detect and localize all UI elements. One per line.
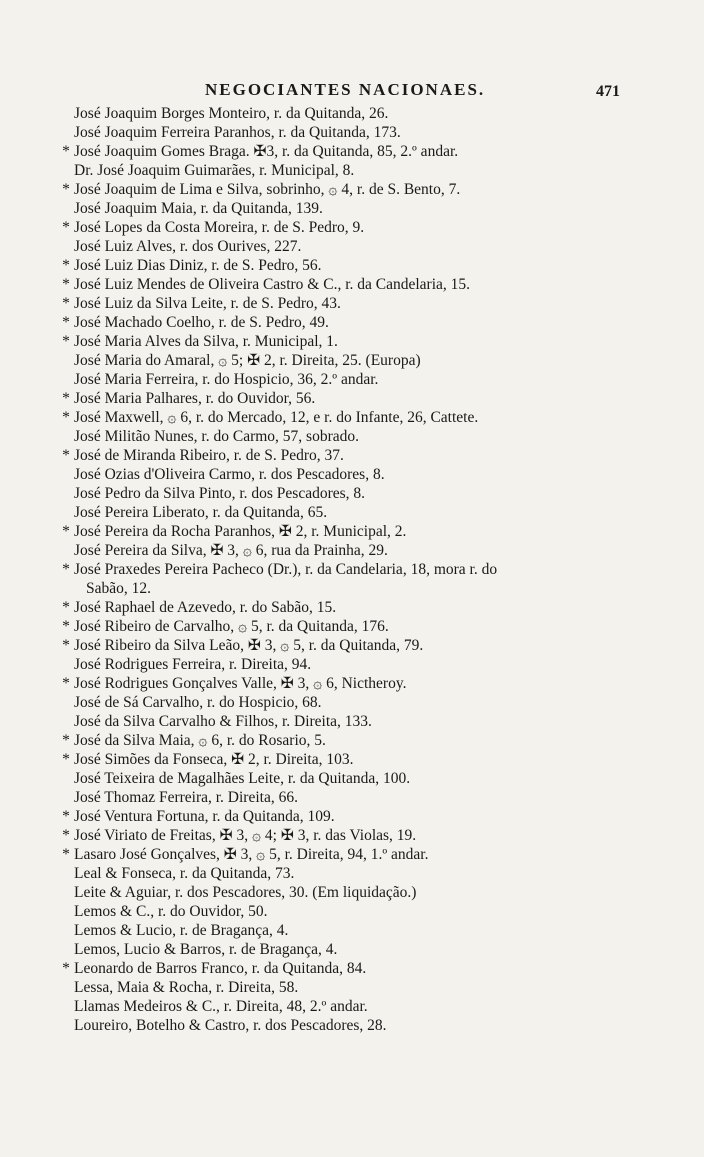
directory-entry xyxy=(60,560,690,579)
entry-text: José de Sá Carvalho, r. do Hospicio, 68. xyxy=(74,694,322,711)
directory-entry xyxy=(60,142,690,161)
directory-entry xyxy=(60,484,690,503)
directory-entry xyxy=(60,826,690,845)
directory-entry xyxy=(60,427,690,446)
directory-entry xyxy=(60,256,690,275)
entry-text: José da Silva Carvalho & Filhos, r. Direita, 133. xyxy=(74,713,372,730)
asterisk-mark: * xyxy=(62,143,70,160)
entry-text: José de Miranda Ribeiro, r. de S. Pedro, 37. xyxy=(74,447,344,464)
entry-text: Leonardo de Barros Franco, r. da Quitanda, 84. xyxy=(74,960,367,977)
entry-text: José Ribeiro da Silva Leão, ✠ 3, ۞ 5, r. da Quitanda, 79. xyxy=(74,637,424,654)
entry-text: José Ventura Fortuna, r. da Quitanda, 109. xyxy=(74,808,335,825)
directory-entry xyxy=(60,788,690,807)
entry-text: José Luiz da Silva Leite, r. de S. Pedro, 43. xyxy=(74,295,341,312)
page-header xyxy=(0,80,704,104)
asterisk-mark: * xyxy=(62,808,70,825)
entry-text: José Maria Alves da Silva, r. Municipal, 1. xyxy=(74,333,338,350)
directory-entry xyxy=(60,123,690,142)
directory-entry xyxy=(60,921,690,940)
directory-entry xyxy=(60,161,690,180)
directory-entry xyxy=(60,313,690,332)
entry-text: José Rodrigues Gonçalves Valle, ✠ 3, ۞ 6, Nictheroy. xyxy=(74,675,407,692)
entry-text: José Ribeiro de Carvalho, ۞ 5, r. da Quitanda, 176. xyxy=(74,618,389,635)
directory-entry xyxy=(60,275,690,294)
directory-entry xyxy=(60,370,690,389)
entry-text: José Luiz Alves, r. dos Ourives, 227. xyxy=(74,238,302,255)
directory-entry xyxy=(60,218,690,237)
directory-entry xyxy=(60,750,690,769)
entry-text: José Teixeira de Magalhães Leite, r. da Quitanda, 100. xyxy=(74,770,411,787)
asterisk-mark: * xyxy=(62,181,70,198)
directory-entry xyxy=(60,351,690,370)
directory-entry xyxy=(60,902,690,921)
entry-text: Dr. José Joaquim Guimarães, r. Municipal, 8. xyxy=(74,162,355,179)
asterisk-mark: * xyxy=(62,618,70,635)
entry-text: José da Silva Maia, ۞ 6, r. do Rosario, 5. xyxy=(74,732,326,749)
asterisk-mark: * xyxy=(62,390,70,407)
directory-entry xyxy=(60,541,690,560)
directory-entry xyxy=(60,617,690,636)
entry-text: José Thomaz Ferreira, r. Direita, 66. xyxy=(74,789,298,806)
directory-entry xyxy=(60,104,690,123)
entry-text: José Machado Coelho, r. de S. Pedro, 49. xyxy=(74,314,329,331)
directory-entry xyxy=(60,522,690,541)
entry-text: Lessa, Maia & Rocha, r. Direita, 58. xyxy=(74,979,299,996)
asterisk-mark: * xyxy=(62,219,70,236)
directory-entry xyxy=(60,731,690,750)
directory-entry xyxy=(60,332,690,351)
entry-text: Lasaro José Gonçalves, ✠ 3, ۞ 5, r. Direita, 94, 1.º andar. xyxy=(74,846,429,863)
asterisk-mark: * xyxy=(62,295,70,312)
asterisk-mark: * xyxy=(62,675,70,692)
entry-text: José Luiz Mendes de Oliveira Castro & C., r. da Candelaria, 15. xyxy=(74,276,471,293)
directory-entry xyxy=(60,807,690,826)
entry-text: Loureiro, Botelho & Castro, r. dos Pescadores, 28. xyxy=(74,1017,387,1034)
asterisk-mark: * xyxy=(62,732,70,749)
entry-text: José Joaquim de Lima e Silva, sobrinho, ۞ 4, r. de S. Bento, 7. xyxy=(74,181,461,198)
asterisk-mark: * xyxy=(62,960,70,977)
asterisk-mark: * xyxy=(62,561,70,578)
directory-entry xyxy=(60,769,690,788)
asterisk-mark: * xyxy=(62,409,70,426)
directory-entry xyxy=(60,883,690,902)
asterisk-mark: * xyxy=(62,637,70,654)
directory-entry xyxy=(60,845,690,864)
entry-text: José Maxwell, ۞ 6, r. do Mercado, 12, e r. do Infante, 26, Cattete. xyxy=(74,409,479,426)
entry-text: José Rodrigues Ferreira, r. Direita, 94. xyxy=(74,656,312,673)
entry-text: José Maria do Amaral, ۞ 5; ✠ 2, r. Direita, 25. (Europa) xyxy=(74,352,421,369)
asterisk-mark: * xyxy=(62,314,70,331)
entry-text: José Pereira Liberato, r. da Quitanda, 65. xyxy=(74,504,328,521)
asterisk-mark: * xyxy=(62,276,70,293)
directory-entry xyxy=(60,1016,690,1035)
asterisk-mark: * xyxy=(62,523,70,540)
entry-text: Llamas Medeiros & C., r. Direita, 48, 2.º andar. xyxy=(74,998,368,1015)
entry-text: José Praxedes Pereira Pacheco (Dr.), r. da Candelaria, 18, mora r. do xyxy=(74,561,498,578)
asterisk-mark: * xyxy=(62,751,70,768)
directory-entry-continuation xyxy=(60,579,690,598)
entry-text: José Luiz Dias Diniz, r. de S. Pedro, 56. xyxy=(74,257,322,274)
directory-entry xyxy=(60,465,690,484)
directory-entry xyxy=(60,978,690,997)
entry-text: Leite & Aguiar, r. dos Pescadores, 30. (Em liquidação.) xyxy=(74,884,417,901)
directory-entry xyxy=(60,199,690,218)
asterisk-mark: * xyxy=(62,447,70,464)
asterisk-mark: * xyxy=(62,257,70,274)
entry-text: José Maria Palhares, r. do Ouvidor, 56. xyxy=(74,390,316,407)
directory-entry xyxy=(60,959,690,978)
directory-entry xyxy=(60,636,690,655)
entry-text: José Joaquim Maia, r. da Quitanda, 139. xyxy=(74,200,323,217)
entry-text: Leal & Fonseca, r. da Quitanda, 73. xyxy=(74,865,295,882)
directory-entry xyxy=(60,408,690,427)
entry-text: José Pereira da Rocha Paranhos, ✠ 2, r. Municipal, 2. xyxy=(74,523,407,540)
entry-text: Lemos & Lucio, r. de Bragança, 4. xyxy=(74,922,289,939)
directory-entry xyxy=(60,237,690,256)
entry-text: José Lopes da Costa Moreira, r. de S. Pedro, 9. xyxy=(74,219,365,236)
page-number: 471 xyxy=(596,83,620,100)
entry-text: Lemos, Lucio & Barros, r. de Bragança, 4. xyxy=(74,941,338,958)
asterisk-mark: * xyxy=(62,827,70,844)
asterisk-mark: * xyxy=(62,333,70,350)
entry-text: José Raphael de Azevedo, r. do Sabão, 15. xyxy=(74,599,337,616)
directory-entry xyxy=(60,864,690,883)
directory-entry xyxy=(60,674,690,693)
directory-entry xyxy=(60,180,690,199)
directory-entry xyxy=(60,503,690,522)
directory-entry xyxy=(60,655,690,674)
entry-text: José Simões da Fonseca, ✠ 2, r. Direita, 103. xyxy=(74,751,354,768)
entry-text: José Pedro da Silva Pinto, r. dos Pescadores, 8. xyxy=(74,485,366,502)
entry-text: José Joaquim Gomes Braga. ✠3, r. da Quitanda, 85, 2.º andar. xyxy=(74,143,459,160)
directory-entry xyxy=(60,940,690,959)
entry-text: José Joaquim Borges Monteiro, r. da Quitanda, 26. xyxy=(74,105,389,122)
entry-text: Lemos & C., r. do Ouvidor, 50. xyxy=(74,903,268,920)
directory-entry xyxy=(60,997,690,1016)
entry-text: José Ozias d'Oliveira Carmo, r. dos Pescadores, 8. xyxy=(74,466,385,483)
directory-entry xyxy=(60,598,690,617)
entry-text: José Maria Ferreira, r. do Hospicio, 36, 2.º andar. xyxy=(74,371,379,388)
entry-text: José Joaquim Ferreira Paranhos, r. da Quitanda, 173. xyxy=(74,124,401,141)
asterisk-mark: * xyxy=(62,599,70,616)
directory-entry xyxy=(60,693,690,712)
directory-entry xyxy=(60,712,690,731)
directory-entry xyxy=(60,446,690,465)
running-title: NEGOCIANTES NACIONAES. xyxy=(205,80,486,99)
entry-text: José Viriato de Freitas, ✠ 3, ۞ 4; ✠ 3, r. das Violas, 19. xyxy=(74,827,417,844)
asterisk-mark: * xyxy=(62,846,70,863)
entry-text: Sabão, 12. xyxy=(86,580,152,597)
entry-text: José Militão Nunes, r. do Carmo, 57, sobrado. xyxy=(74,428,360,445)
directory-entry xyxy=(60,389,690,408)
directory-entry xyxy=(60,294,690,313)
directory-list xyxy=(60,104,690,1035)
entry-text: José Pereira da Silva, ✠ 3, ۞ 6, rua da Prainha, 29. xyxy=(74,542,388,559)
